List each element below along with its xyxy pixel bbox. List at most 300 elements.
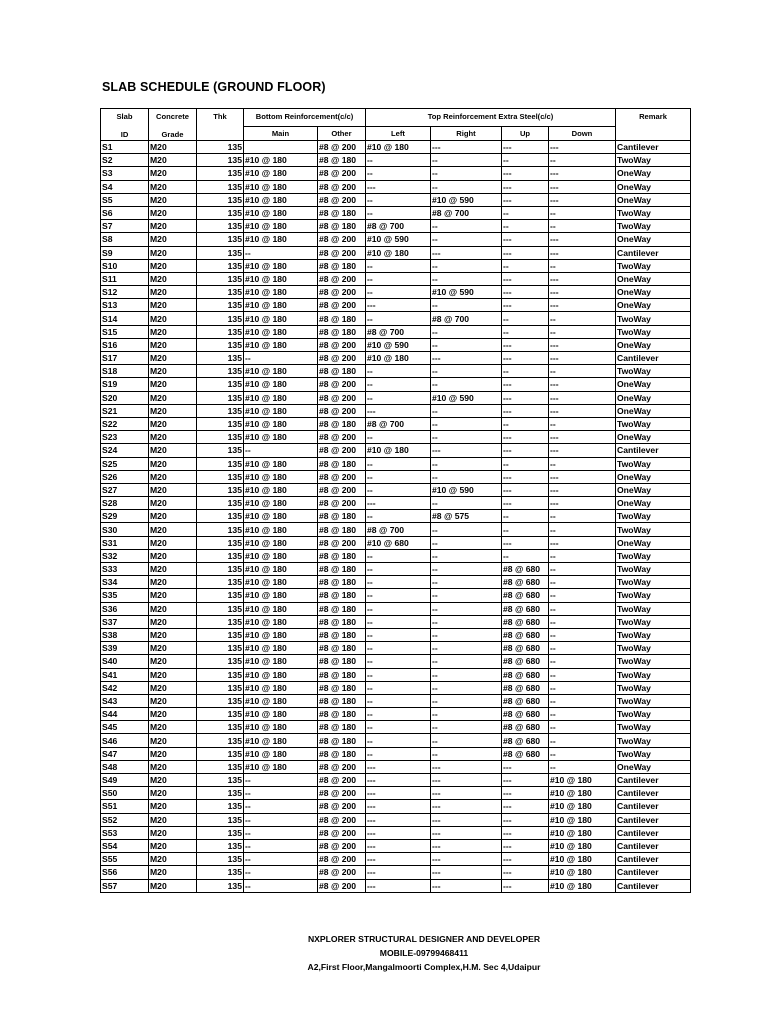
top-left-cell: -- [366,628,431,641]
concrete-grade-cell: M20 [149,246,197,259]
top-up-cell: -- [502,417,549,430]
table-row [101,615,691,628]
top-left-cell: #10 @ 680 [366,536,431,549]
bottom-main-cell: #10 @ 180 [244,615,318,628]
slab-id-cell: S31 [101,536,149,549]
remark-cell: TwoWay [616,220,691,233]
thk-cell: 135 [197,325,244,338]
table-row [101,272,691,285]
concrete-grade-cell: M20 [149,470,197,483]
slab-id-cell: S12 [101,286,149,299]
remark-cell: OneWay [616,760,691,773]
remark-cell: OneWay [616,483,691,496]
remark-cell: Cantilever [616,813,691,826]
top-right-cell: -- [431,708,502,721]
thk-cell: 135 [197,576,244,589]
concrete-grade-cell: M20 [149,589,197,602]
top-down-cell: -- [549,615,616,628]
thk-cell: 135 [197,417,244,430]
top-down-cell: -- [549,589,616,602]
remark-cell: OneWay [616,272,691,285]
header-concrete: Concrete [156,112,189,121]
remark-cell: Cantilever [616,141,691,154]
table-row [101,417,691,430]
top-up-cell: --- [502,444,549,457]
bottom-main-cell: #10 @ 180 [244,628,318,641]
concrete-grade-cell: M20 [149,272,197,285]
concrete-grade-cell: M20 [149,365,197,378]
thk-cell: 135 [197,721,244,734]
footer-company: NXPLORER STRUCTURAL DESIGNER AND DEVELOPER [307,934,541,944]
concrete-grade-cell: M20 [149,774,197,787]
bottom-other-cell: #8 @ 200 [318,391,366,404]
top-left-cell: --- [366,866,431,879]
slab-id-cell: S30 [101,523,149,536]
bottom-main-cell: #10 @ 180 [244,259,318,272]
bottom-other-cell: #8 @ 180 [318,615,366,628]
remark-cell: OneWay [616,536,691,549]
top-up-cell: --- [502,431,549,444]
remark-cell: OneWay [616,404,691,417]
top-right-cell: --- [431,774,502,787]
bottom-main-cell: #10 @ 180 [244,431,318,444]
top-left-cell: -- [366,510,431,523]
bottom-main-cell: -- [244,879,318,892]
top-right-cell: #10 @ 590 [431,193,502,206]
slab-id-cell: S37 [101,615,149,628]
bottom-main-cell: #10 @ 180 [244,167,318,180]
top-up-cell: --- [502,352,549,365]
bottom-other-cell: #8 @ 200 [318,233,366,246]
thk-cell: 135 [197,470,244,483]
top-right-cell: --- [431,800,502,813]
concrete-grade-cell: M20 [149,760,197,773]
table-row [101,510,691,523]
top-right-cell: -- [431,338,502,351]
top-down-cell: --- [549,246,616,259]
slab-schedule-table [100,108,691,893]
top-down-cell: -- [549,312,616,325]
bottom-main-cell: #10 @ 180 [244,523,318,536]
bottom-other-cell: #8 @ 200 [318,167,366,180]
remark-cell: TwoWay [616,589,691,602]
top-up-cell: #8 @ 680 [502,694,549,707]
concrete-grade-cell: M20 [149,193,197,206]
concrete-grade-cell: M20 [149,444,197,457]
top-right-cell: -- [431,457,502,470]
concrete-grade-cell: M20 [149,299,197,312]
bottom-reinforcement-header: Bottom Reinforcement(c/c) [244,109,366,127]
thk-cell: 135 [197,206,244,219]
top-down-cell: #10 @ 180 [549,813,616,826]
top-left-cell: #10 @ 180 [366,141,431,154]
bottom-main-cell: #10 @ 180 [244,734,318,747]
top-up-cell: -- [502,220,549,233]
bottom-main-cell: #10 @ 180 [244,286,318,299]
remark-cell: TwoWay [616,365,691,378]
top-up-cell: --- [502,246,549,259]
top-up-cell: -- [502,523,549,536]
top-right-cell: -- [431,272,502,285]
table-header [101,109,691,141]
concrete-grade-header [149,109,197,141]
table-row [101,259,691,272]
top-right-cell: #10 @ 590 [431,391,502,404]
concrete-grade-cell: M20 [149,721,197,734]
top-left-cell: -- [366,483,431,496]
top-down-cell: -- [549,220,616,233]
footer-mobile: MOBILE-09799468411 [379,948,469,958]
remark-cell: OneWay [616,299,691,312]
thk-cell: 135 [197,352,244,365]
bottom-main-cell: #10 @ 180 [244,338,318,351]
slab-id-cell: S1 [101,141,149,154]
table-row [101,576,691,589]
concrete-grade-cell: M20 [149,602,197,615]
top-right-cell: #8 @ 575 [431,510,502,523]
top-right-cell: -- [431,563,502,576]
top-left-cell: -- [366,668,431,681]
thk-cell: 135 [197,220,244,233]
remark-header: Remark [616,109,691,141]
top-left-cell: -- [366,655,431,668]
top-up-cell: --- [502,299,549,312]
top-up-cell: -- [502,259,549,272]
top-right-cell: --- [431,853,502,866]
slab-id-cell: S46 [101,734,149,747]
thk-cell: 135 [197,391,244,404]
concrete-grade-cell: M20 [149,734,197,747]
top-down-cell: -- [549,325,616,338]
thk-cell: 135 [197,747,244,760]
bottom-main-cell: #10 @ 180 [244,681,318,694]
concrete-grade-cell: M20 [149,563,197,576]
slab-id-cell: S23 [101,431,149,444]
bottom-main-cell: #10 @ 180 [244,497,318,510]
bottom-main-cell: -- [244,352,318,365]
bottom-other-cell: #8 @ 180 [318,523,366,536]
bottom-main-cell: #10 @ 180 [244,536,318,549]
top-right-cell: -- [431,576,502,589]
bottom-other-cell: #8 @ 180 [318,576,366,589]
top-up-cell: --- [502,272,549,285]
top-left-cell: -- [366,312,431,325]
table-row [101,312,691,325]
top-left-cell: --- [366,299,431,312]
bottom-other-cell: #8 @ 200 [318,431,366,444]
thk-cell: 135 [197,523,244,536]
slab-id-cell: S5 [101,193,149,206]
bottom-other-cell: #8 @ 180 [318,510,366,523]
concrete-grade-cell: M20 [149,391,197,404]
top-left-cell: -- [366,602,431,615]
remark-cell: Cantilever [616,839,691,852]
slab-id-cell: S2 [101,154,149,167]
top-right-cell: -- [431,470,502,483]
bottom-main-cell: #10 @ 180 [244,299,318,312]
bottom-other-cell: #8 @ 180 [318,417,366,430]
top-left-cell: --- [366,853,431,866]
top-down-cell: --- [549,286,616,299]
top-left-cell: --- [366,813,431,826]
table-row [101,352,691,365]
top-left-cell: --- [366,180,431,193]
concrete-grade-cell: M20 [149,404,197,417]
bottom-main-cell: #10 @ 180 [244,404,318,417]
concrete-grade-cell: M20 [149,154,197,167]
bottom-other-cell: #8 @ 200 [318,404,366,417]
top-down-cell: -- [549,708,616,721]
bottom-main-cell: -- [244,813,318,826]
bottom-other-cell: #8 @ 200 [318,760,366,773]
top-left-cell: --- [366,879,431,892]
top-down-cell: #10 @ 180 [549,826,616,839]
top-up-cell: #8 @ 680 [502,668,549,681]
remark-cell: TwoWay [616,312,691,325]
thk-cell: 135 [197,655,244,668]
slab-id-cell: S3 [101,167,149,180]
remark-cell: Cantilever [616,826,691,839]
concrete-grade-cell: M20 [149,813,197,826]
slab-id-cell: S24 [101,444,149,457]
top-right-cell: --- [431,866,502,879]
remark-cell: TwoWay [616,681,691,694]
top-left-cell: #8 @ 700 [366,325,431,338]
slab-id-cell: S4 [101,180,149,193]
top-up-cell: #8 @ 680 [502,721,549,734]
top-down-cell: #10 @ 180 [549,800,616,813]
remark-cell: Cantilever [616,774,691,787]
top-down-cell: -- [549,760,616,773]
top-down-cell: -- [549,602,616,615]
table-row [101,154,691,167]
bottom-other-cell: #8 @ 180 [318,602,366,615]
table-row [101,668,691,681]
top-left-cell: -- [366,154,431,167]
top-down-cell: --- [549,378,616,391]
top-right-cell: -- [431,694,502,707]
top-right-cell: -- [431,549,502,562]
bottom-other-cell: #8 @ 180 [318,154,366,167]
table-row [101,681,691,694]
bottom-other-cell: #8 @ 200 [318,272,366,285]
bottom-main-cell: #10 @ 180 [244,642,318,655]
slab-id-cell: S29 [101,510,149,523]
concrete-grade-cell: M20 [149,694,197,707]
thk-cell: 135 [197,338,244,351]
bottom-other-cell: #8 @ 180 [318,457,366,470]
concrete-grade-cell: M20 [149,747,197,760]
table-row [101,220,691,233]
slab-id-cell: S36 [101,602,149,615]
other-header: Other [318,127,366,141]
thk-cell: 135 [197,615,244,628]
main-header: Main [244,127,318,141]
top-left-cell: #8 @ 700 [366,220,431,233]
slab-id-cell: S14 [101,312,149,325]
top-left-cell: #8 @ 700 [366,523,431,536]
top-down-cell: -- [549,457,616,470]
top-left-cell: #10 @ 180 [366,444,431,457]
bottom-other-cell: #8 @ 180 [318,668,366,681]
bottom-other-cell: #8 @ 200 [318,193,366,206]
concrete-grade-cell: M20 [149,826,197,839]
top-down-cell: -- [549,576,616,589]
table-row [101,813,691,826]
top-right-cell: -- [431,233,502,246]
bottom-main-cell: #10 @ 180 [244,694,318,707]
right-header: Right [431,127,502,141]
slab-id-cell: S28 [101,497,149,510]
slab-id-cell: S43 [101,694,149,707]
top-up-cell: --- [502,167,549,180]
top-up-cell: --- [502,286,549,299]
top-down-cell: --- [549,444,616,457]
table-row [101,180,691,193]
bottom-other-cell: #8 @ 180 [318,708,366,721]
remark-cell: TwoWay [616,549,691,562]
remark-cell: TwoWay [616,642,691,655]
bottom-main-cell: #10 @ 180 [244,563,318,576]
slab-id-cell: S13 [101,299,149,312]
top-left-cell: --- [366,760,431,773]
bottom-main-cell: #10 @ 180 [244,206,318,219]
top-right-cell: -- [431,417,502,430]
slab-id-cell: S27 [101,483,149,496]
top-right-cell: -- [431,655,502,668]
top-up-cell: --- [502,193,549,206]
slab-id-cell: S45 [101,721,149,734]
bottom-main-cell: -- [244,246,318,259]
thk-cell: 135 [197,365,244,378]
top-right-cell: -- [431,365,502,378]
bottom-main-cell: #10 @ 180 [244,655,318,668]
slab-id-cell: S42 [101,681,149,694]
slab-id-cell: S41 [101,668,149,681]
top-up-cell: --- [502,787,549,800]
remark-cell: TwoWay [616,523,691,536]
bottom-main-cell: #10 @ 180 [244,180,318,193]
top-down-cell: --- [549,167,616,180]
page-title: SLAB SCHEDULE (GROUND FLOOR) [102,80,326,94]
bottom-main-cell: #10 @ 180 [244,193,318,206]
top-down-cell: --- [549,431,616,444]
concrete-grade-cell: M20 [149,681,197,694]
thk-cell: 135 [197,444,244,457]
top-down-cell: -- [549,734,616,747]
top-up-cell: --- [502,853,549,866]
thk-cell: 135 [197,787,244,800]
top-right-cell: -- [431,325,502,338]
table-row [101,141,691,154]
slab-id-cell: S51 [101,800,149,813]
thk-cell: 135 [197,457,244,470]
top-up-cell: #8 @ 680 [502,708,549,721]
thk-cell: 135 [197,272,244,285]
top-up-cell: #8 @ 680 [502,628,549,641]
bottom-other-cell: #8 @ 200 [318,866,366,879]
table-row [101,523,691,536]
top-right-cell: --- [431,787,502,800]
concrete-grade-cell: M20 [149,286,197,299]
top-up-cell: #8 @ 680 [502,747,549,760]
slab-id-cell: S44 [101,708,149,721]
top-left-cell: --- [366,404,431,417]
slab-id-cell: S22 [101,417,149,430]
slab-id-cell: S33 [101,563,149,576]
bottom-other-cell: #8 @ 200 [318,444,366,457]
top-down-cell: #10 @ 180 [549,879,616,892]
bottom-main-cell: #10 @ 180 [244,549,318,562]
bottom-main-cell: #10 @ 180 [244,325,318,338]
table-row [101,470,691,483]
slab-id-cell: S38 [101,628,149,641]
table-row [101,286,691,299]
concrete-grade-cell: M20 [149,668,197,681]
bottom-main-cell: #10 @ 180 [244,312,318,325]
bottom-main-cell: #10 @ 180 [244,708,318,721]
header-slab: Slab [116,112,133,121]
remark-cell: Cantilever [616,853,691,866]
top-left-cell: -- [366,747,431,760]
top-down-cell: --- [549,352,616,365]
top-up-cell: #8 @ 680 [502,563,549,576]
table-row [101,563,691,576]
remark-cell: OneWay [616,391,691,404]
bottom-other-cell: #8 @ 200 [318,497,366,510]
bottom-main-cell: #10 @ 180 [244,470,318,483]
top-up-cell: --- [502,839,549,852]
slab-id-cell: S20 [101,391,149,404]
remark-cell: Cantilever [616,246,691,259]
remark-cell: Cantilever [616,800,691,813]
remark-cell: OneWay [616,180,691,193]
bottom-other-cell: #8 @ 180 [318,721,366,734]
top-right-cell: -- [431,602,502,615]
thk-cell: 135 [197,774,244,787]
thk-cell: 135 [197,549,244,562]
bottom-main-cell: #10 @ 180 [244,378,318,391]
remark-cell: Cantilever [616,352,691,365]
top-down-cell: --- [549,299,616,312]
bottom-main-cell: #10 @ 180 [244,602,318,615]
top-left-cell: -- [366,721,431,734]
slab-id-cell: S50 [101,787,149,800]
bottom-other-cell: #8 @ 180 [318,365,366,378]
table-row [101,642,691,655]
top-down-cell: --- [549,272,616,285]
remark-cell: TwoWay [616,325,691,338]
thk-cell: 135 [197,193,244,206]
bottom-other-cell: #8 @ 180 [318,563,366,576]
concrete-grade-cell: M20 [149,457,197,470]
top-down-cell: -- [549,154,616,167]
top-up-cell: #8 @ 680 [502,734,549,747]
bottom-main-cell: -- [244,839,318,852]
concrete-grade-cell: M20 [149,431,197,444]
slab-id-cell: S34 [101,576,149,589]
footer-address: A2,First Floor,Mangalmoorti Complex,H.M. Sec 4,Udaipur [307,962,541,972]
bottom-main-cell: #10 @ 180 [244,668,318,681]
thk-cell: 135 [197,681,244,694]
remark-cell: TwoWay [616,628,691,641]
top-left-cell: --- [366,826,431,839]
top-down-cell: -- [549,628,616,641]
top-up-cell: #8 @ 680 [502,576,549,589]
bottom-main-cell: #10 @ 180 [244,154,318,167]
thk-cell: 135 [197,668,244,681]
bottom-main-cell: -- [244,444,318,457]
